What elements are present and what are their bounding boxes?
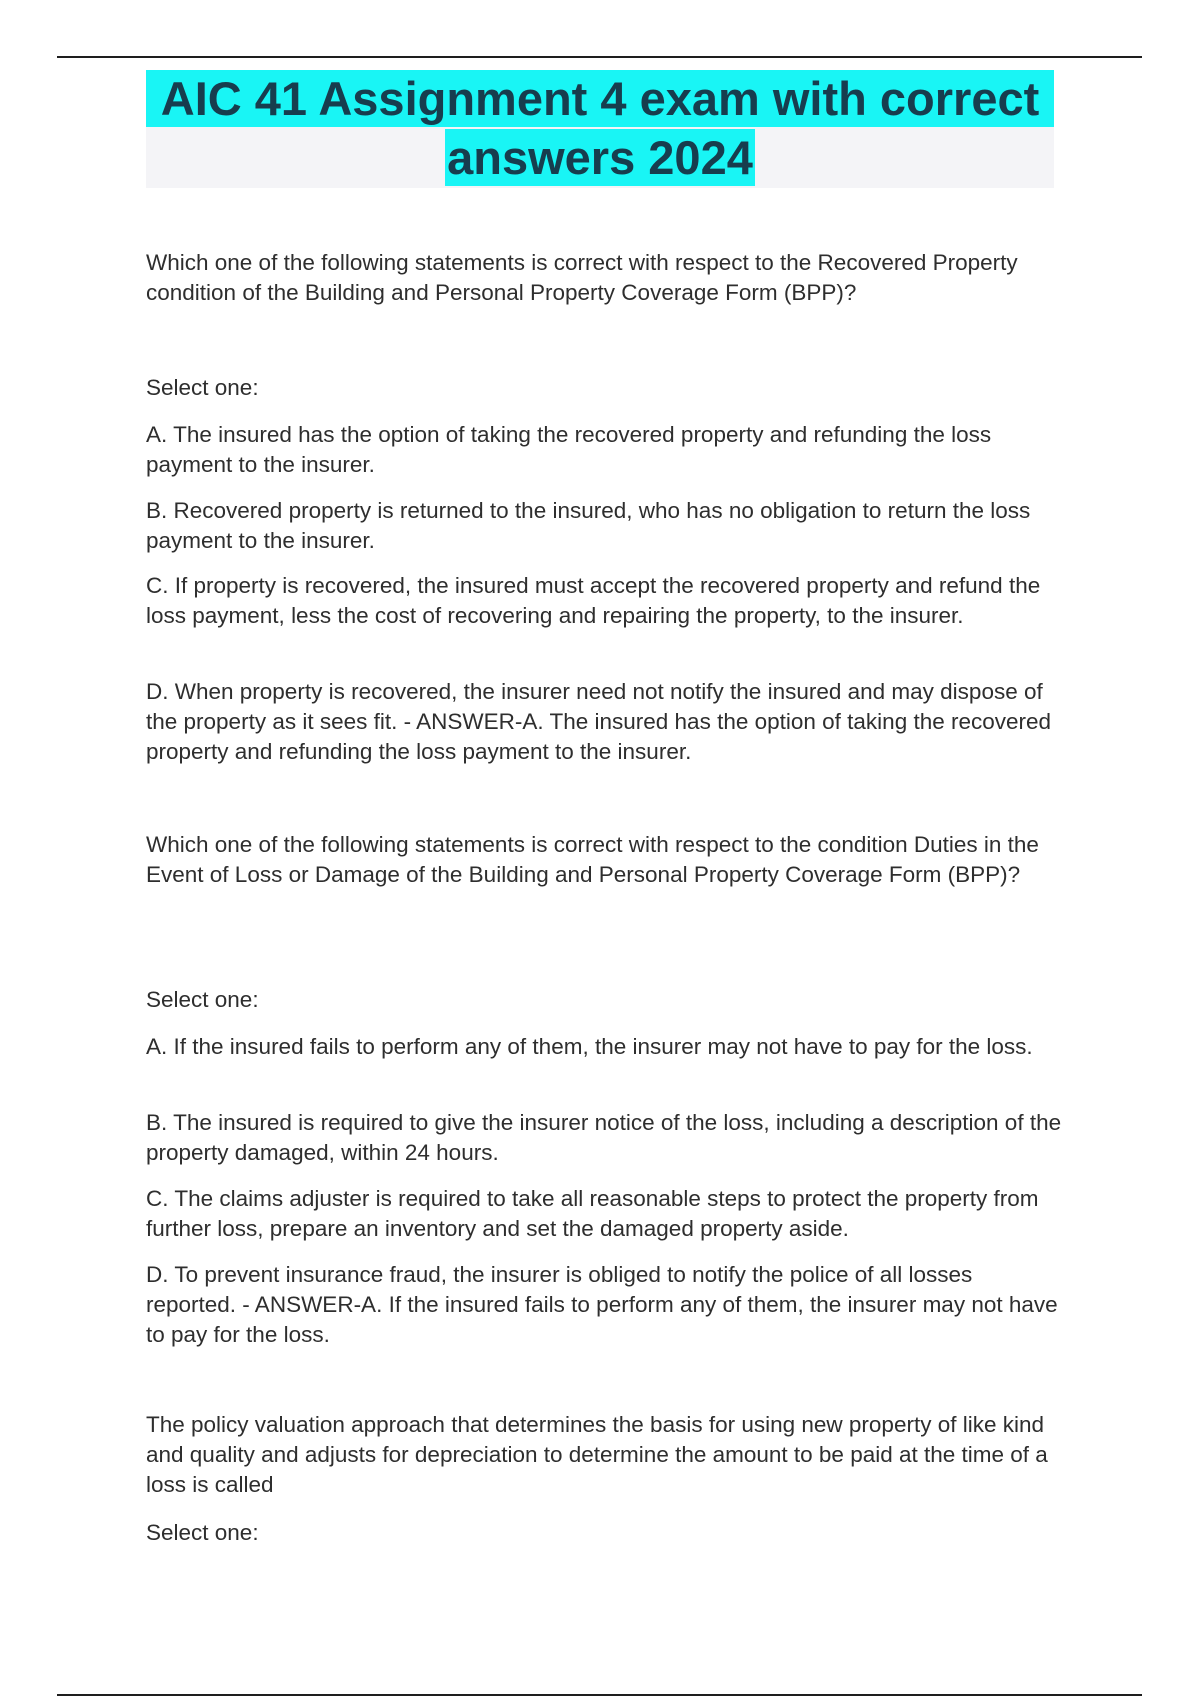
question-2-option-b: B. The insured is required to give the insurer notice of the loss, including a description of the property damaged, within 24 hours. <box>146 1110 1062 1165</box>
title-line-1: AIC 41 Assignment 4 exam with correct <box>146 70 1054 127</box>
bottom-rule <box>57 1694 1142 1696</box>
question-3-select-label: Select one: <box>146 1520 259 1545</box>
question-2-select-label: Select one: <box>146 987 259 1012</box>
question-1-option-b: B. Recovered property is returned to the insured, who has no obligation to return the loss payment to the insurer. <box>146 498 1031 553</box>
question-2-option-a: A. If the insured fails to perform any of them, the insurer may not have to pay for the loss. <box>146 1034 1033 1059</box>
question-1-option-d: D. When property is recovered, the insurer need not notify the insured and may dispose of the property as it sees fit. - ANSWER-A. The insured has the option of taking the recovered property and refunding the loss payment to the insurer. <box>146 679 1052 764</box>
document-title <box>146 70 1054 188</box>
question-2-text: Which one of the following statements is correct with respect to the condition Duties in the Event of Loss or Damage of the Building and Personal Property Coverage Form (BPP)? <box>146 832 1039 887</box>
top-rule <box>57 56 1142 58</box>
question-1-option-c: C. If property is recovered, the insured must accept the recovered property and refund the loss payment, less the cost of recovering and repairing the property, to the insurer. <box>146 573 1041 628</box>
question-1-select-label: Select one: <box>146 375 259 400</box>
question-2-option-c: C. The claims adjuster is required to take all reasonable steps to protect the property from further loss, prepare an inventory and set the damaged property aside. <box>146 1186 1039 1241</box>
question-1-text: Which one of the following statements is correct with respect to the Recovered Property condition of the Building and Personal Property Coverage Form (BPP)? <box>146 250 1018 305</box>
title-line-2: answers 2024 <box>447 131 753 184</box>
question-3-text: The policy valuation approach that determines the basis for using new property of like kind and quality and adjusts for depreciation to determine the amount to be paid at the time of a loss is called <box>146 1412 1048 1497</box>
question-2-option-d: D. To prevent insurance fraud, the insurer is obliged to notify the police of all losses reported. - ANSWER-A. If the insured fails to perform any of them, the insurer may not have to pay for the loss. <box>146 1262 1058 1347</box>
question-1-option-a: A. The insured has the option of taking the recovered property and refunding the loss payment to the insurer. <box>146 422 992 477</box>
